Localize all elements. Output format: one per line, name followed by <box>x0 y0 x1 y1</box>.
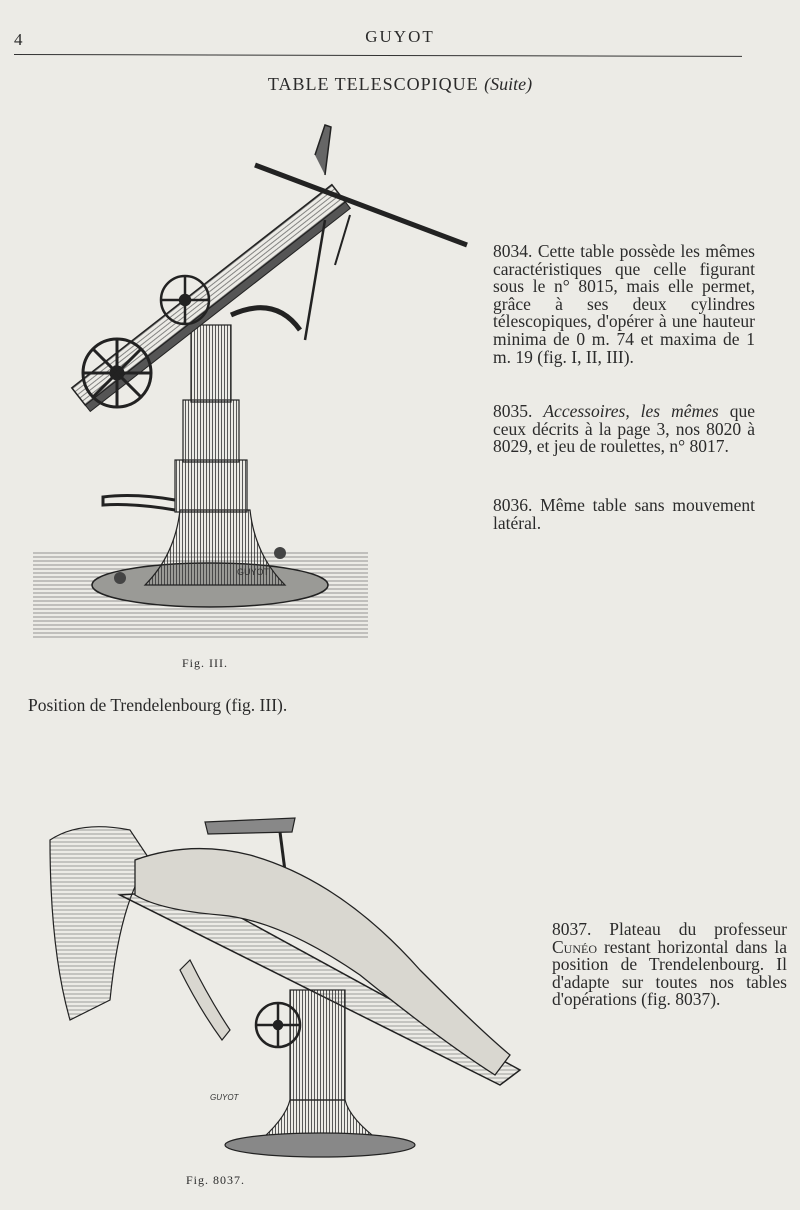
entry-8037-professor-name: Cunéo <box>552 936 598 957</box>
entry-8034-number: 8034. <box>493 241 533 261</box>
instrument-tray <box>205 818 295 834</box>
crank-wheel <box>256 1003 300 1047</box>
entry-8036-number: 8036. <box>493 495 533 515</box>
figure-3-note: Position de Trendelenbourg (fig. III). <box>28 695 288 715</box>
entry-8036-text: Même table sans mouvement latéral. <box>493 495 756 533</box>
section-title-suffix: (Suite) <box>484 74 533 94</box>
support-arm <box>231 308 300 330</box>
attendant-figure <box>50 827 150 1020</box>
base-knob-left <box>114 572 126 584</box>
entry-8035-italic: Accessoires, les mêmes <box>543 401 719 421</box>
figure-3-illustration <box>25 115 475 650</box>
table-base <box>225 1133 415 1157</box>
section-title <box>0 74 800 95</box>
base-knob-right <box>274 547 286 559</box>
rod-right <box>335 215 350 265</box>
entry-8036 <box>493 497 755 532</box>
entry-8037 <box>552 921 787 1009</box>
crank-wheel-small <box>161 276 209 324</box>
figure-8037-illustration <box>40 800 530 1160</box>
figure-3-caption: Fig. III. <box>182 656 228 670</box>
column-middle <box>183 400 239 462</box>
top-bracket <box>315 125 331 175</box>
entry-8037-text-before: Plateau du professeur <box>609 919 787 939</box>
section-title-text: TABLE TELESCOPIQUE <box>267 74 479 94</box>
patient-arm <box>180 960 230 1040</box>
entry-8034 <box>493 243 755 366</box>
base-label: GUYOT <box>237 567 270 577</box>
running-title: GUYOT <box>365 27 435 46</box>
entry-8035-text: que ceux décrits à la page 3, nos 8020 à 8029, et jeu de roulettes, n° 8017. <box>493 401 755 457</box>
entry-8034-text: Cette table possède les mêmes caractéristiques que celle figurant sous le n° 8015, mais elle permet, grâce à ses deux cylindres télescopiques, d'opérer à une hauteur minima de 0 m. 74 et maxima de 1 m. 19 (fig. I, II, III). <box>493 241 755 367</box>
entry-8037-number: 8037. <box>552 919 592 939</box>
column-upper <box>191 325 231 402</box>
column-lower <box>175 460 247 512</box>
page-number: 4 <box>14 30 23 49</box>
entry-8037-text-after: restant horizontal dans la position de Trendelenbourg. Il d'adapte sur toutes nos tables d'opérations (fig. 8037). <box>552 936 787 1010</box>
foot-pedal <box>103 496 175 510</box>
entry-8035 <box>493 403 755 456</box>
entry-8035-number: 8035. <box>493 401 533 421</box>
column <box>290 990 345 1100</box>
figure-8037-caption: Fig. 8037. <box>186 1173 246 1187</box>
crank-wheel-large <box>83 339 151 407</box>
header-rule <box>14 54 742 57</box>
base-label: GUYOT <box>210 1093 239 1102</box>
